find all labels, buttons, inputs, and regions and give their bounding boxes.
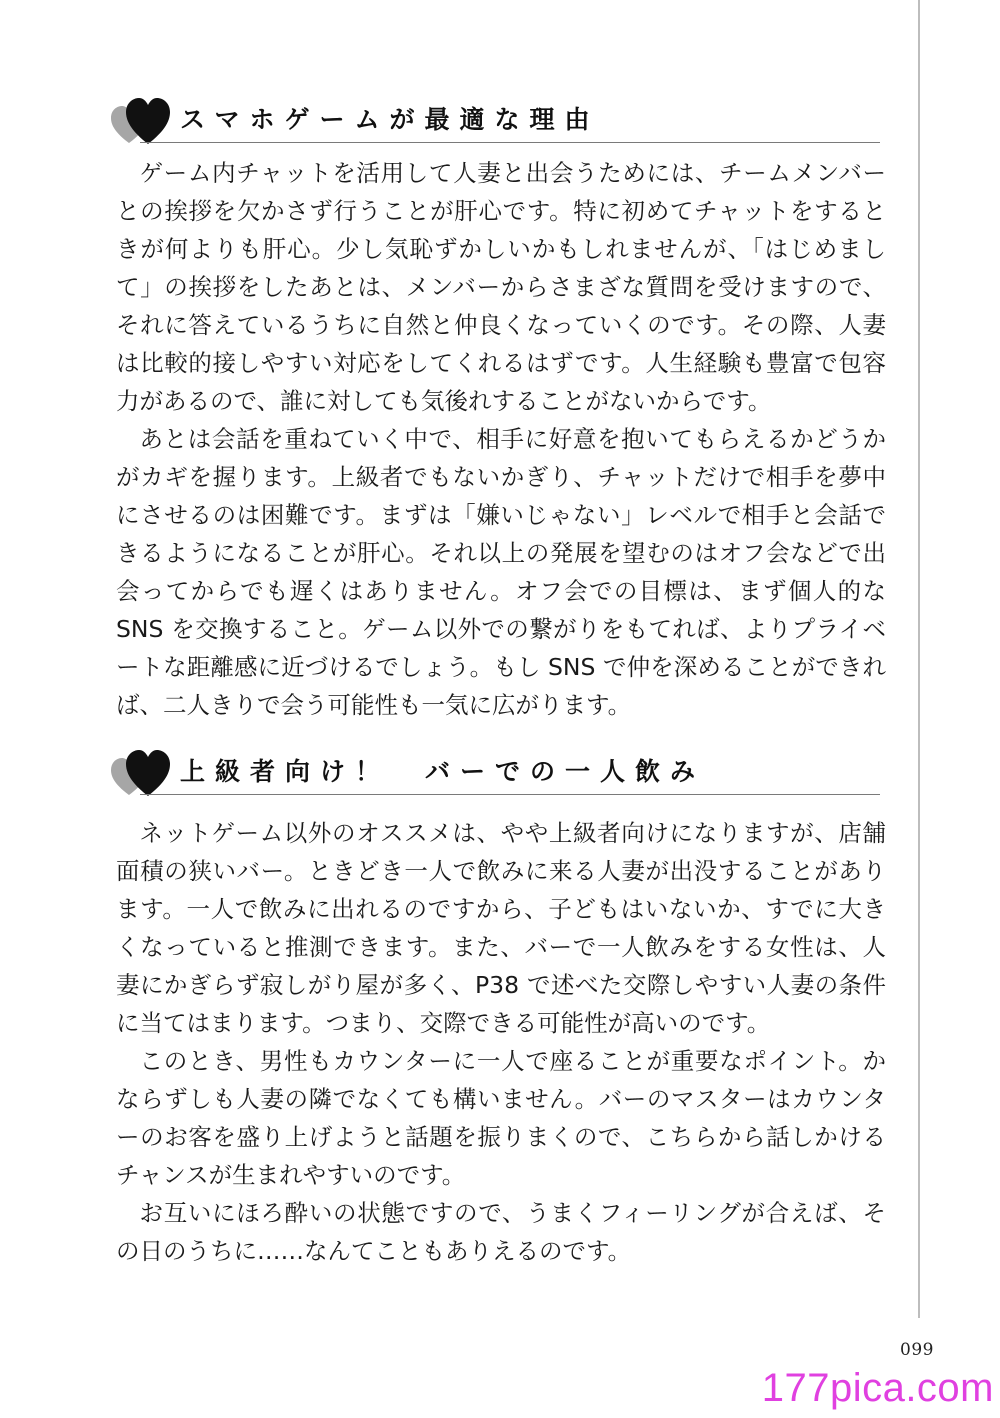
section-heading-1 [110,96,880,146]
section-title: スマホゲームが最適な理由 [180,105,600,134]
section-title: 上級者向け！ バーでの一人飲み [180,757,706,786]
section-body-2 [116,814,886,1270]
page-number: 099 [900,1340,934,1360]
heading-underline [140,794,880,795]
section-body-1 [116,154,886,724]
paragraph: ネットゲーム以外のオススメは、やや上級者向けになりますが、店舗面積の狭いバー。ときどき一人で飲みに来る人妻が出没することがあります。一人で飲みに出れるのですから、子どもはいないか、すでに大きくなっていると推測できます。また、バーで一人飲みをする女性は、人妻にかぎらず寂しがり屋が多く、P38 で述べた交際しやすい人妻の条件に当てはまります。つまり、交際できる可能性が高いのです。 [116,819,886,1037]
watermark: 177pica.com [761,1366,994,1410]
double-heart-icon [110,748,172,798]
paragraph: あとは会話を重ねていく中で、相手に好意を抱いてもらえるかどうかがカギを握ります。上級者でもないかぎり、チャットだけで相手を夢中にさせるのは困難です。まずは「嫌いじゃない」レベルで相手と会話できるようになることが肝心。それ以上の発展を望むのはオフ会などで出会ってからでも遅くはありません。オフ会での目標は、まず個人的なSNS を交換すること。ゲーム以外での繋がりをもてれば、よりプライベートな距離感に近づけるでしょう。もし SNS で仲を深めることができれば、二人きりで会う可能性も一気に広がります。 [116,425,886,719]
margin-rule [918,0,920,1318]
paragraph: お互いにほろ酔いの状態ですので、うまくフィーリングが合えば、その日のうちに……なんてこともありえるのです。 [116,1199,886,1265]
paragraph: このとき、男性もカウンターに一人で座ることが重要なポイント。かならずしも人妻の隣でなくても構いません。バーのマスターはカウンターのお客を盛り上げようと話題を振りまくので、こちらから話しかけるチャンスが生まれやすいのです。 [116,1047,886,1189]
paragraph: ゲーム内チャットを活用して人妻と出会うためには、チームメンバーとの挨拶を欠かさず行うことが肝心です。特に初めてチャットをするときが何よりも肝心。少し気恥ずかしいかもしれませんが、「はじめまして」の挨拶をしたあとは、メンバーからさまざな質問を受けますので、それに答えているうちに自然と仲良くなっていくのです。その際、人妻は比較的接しやすい対応をしてくれるはずです。人生経験も豊富で包容力があるので、誰に対しても気後れすることがないからです。 [116,159,886,415]
heading-underline [140,142,880,143]
double-heart-icon [110,96,172,146]
section-heading-2 [110,748,880,798]
